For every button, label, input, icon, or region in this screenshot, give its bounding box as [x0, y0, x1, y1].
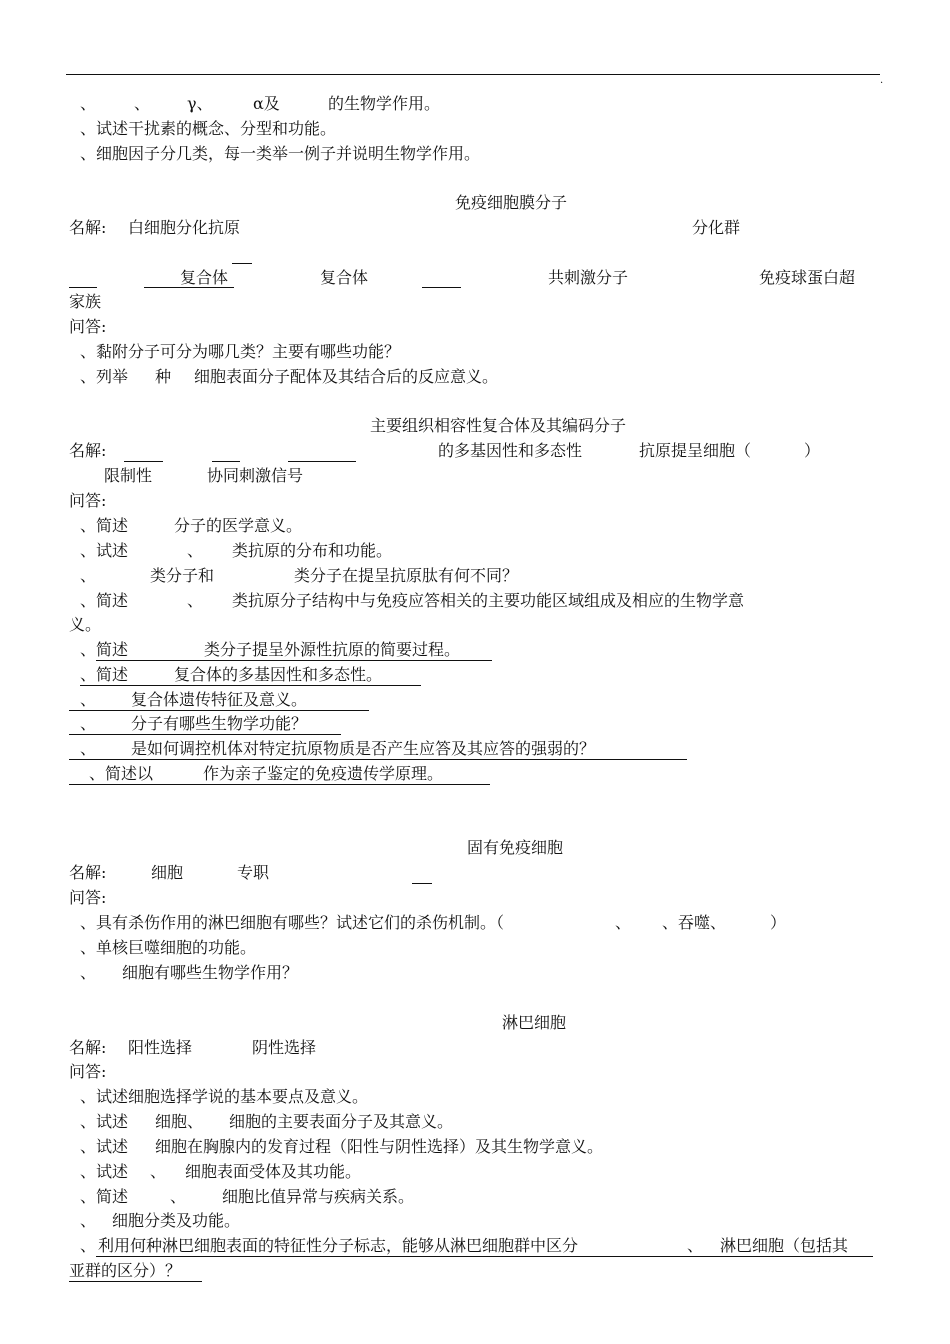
sec1-line1-part4: α及: [253, 94, 280, 113]
sec3-q1b: 分子的医学意义。: [174, 516, 303, 535]
sec4-q1b: 、: [615, 913, 632, 932]
sec5-q5c: 细胞比值异常与疾病关系。: [222, 1187, 415, 1206]
sec3-q3c: 类分子在提呈抗原肽有何不同？: [294, 566, 519, 585]
sec3-q9b: 是如何调控机体对特定抗原物质是否产生应答及其应答的强弱的？: [131, 739, 596, 758]
sec5-q7-cont: 亚群的区分）？: [69, 1261, 182, 1280]
sec2-mingjie-label: 名解:: [69, 218, 107, 237]
blank-line: [69, 287, 97, 288]
sec3-q10a: 、简述以: [89, 764, 154, 783]
sec2-term-5: 共刺激分子: [548, 268, 629, 287]
corner-mark: .: [880, 75, 884, 86]
blank-line: [232, 263, 252, 264]
sec5-q1: 、试述细胞选择学说的基本要点及意义。: [80, 1087, 369, 1106]
sec4-q1c: 、吞噬、: [662, 913, 727, 932]
blank-line: [422, 287, 461, 288]
sec3-term-4: 协同刺激信号: [207, 466, 304, 485]
sec5-q5b: 、: [170, 1187, 187, 1206]
sec3-term-3: 限制性: [104, 466, 153, 485]
sec3-title: 主要组织相容性复合体及其编码分子: [370, 416, 627, 435]
sec3-q2c: 类抗原的分布和功能。: [232, 541, 393, 560]
underline: [69, 734, 341, 735]
sec3-term-2: 抗原提呈细胞（: [639, 441, 752, 460]
sec3-q8a: 、: [80, 714, 97, 733]
sec5-mingjie-label: 名解:: [69, 1038, 107, 1057]
blank-line: [144, 287, 234, 288]
sec3-q6a: 、简述: [80, 665, 129, 684]
sec2-qa-label: 问答:: [69, 317, 107, 336]
sec5-q6a: 、: [80, 1211, 97, 1230]
sec2-question-2a: 、列举: [80, 367, 129, 386]
sec1-line1-part1: 、: [80, 94, 97, 113]
blank-line: [288, 461, 356, 462]
sec2-term-4: 复合体: [320, 268, 369, 287]
sec2-term-3: 复合体: [180, 268, 229, 287]
sec5-qa-label: 问答:: [69, 1062, 107, 1081]
sec2-title: 免疫细胞膜分子: [455, 193, 568, 212]
sec2-term-6-cont: 家族: [69, 292, 102, 311]
sec5-q5a: 、简述: [80, 1187, 129, 1206]
sec3-term-1: 的多基因性和多态性: [438, 441, 583, 460]
sec4-title: 固有免疫细胞: [467, 838, 564, 857]
sec2-question-1: 、黏附分子可分为哪几类？主要有哪些功能？: [80, 342, 401, 361]
sec5-q4b: 、: [150, 1162, 167, 1181]
sec3-q8b: 分子有哪些生物学功能？: [131, 714, 308, 733]
sec4-q2: 、单核巨噬细胞的功能。: [80, 938, 257, 957]
sec2-term-1: 白细胞分化抗原: [128, 218, 241, 237]
sec4-q1a: 、具有杀伤作用的淋巴细胞有哪些？试述它们的杀伤机制。（: [80, 913, 505, 932]
sec4-term-2: 专职: [237, 863, 270, 882]
sec3-q9a: 、: [80, 739, 97, 758]
sec3-q3b: 类分子和: [150, 566, 215, 585]
sec5-q4a: 、试述: [80, 1162, 129, 1181]
sec3-q7b: 复合体遗传特征及意义。: [131, 690, 308, 709]
sec5-title: 淋巴细胞: [502, 1013, 567, 1032]
sec5-q7a: 、: [80, 1236, 97, 1255]
sec3-q5a: 、简述: [80, 640, 129, 659]
sec1-line1-part5: 的生物学作用。: [328, 94, 441, 113]
sec2-term-6: 免疫球蛋白超: [759, 268, 856, 287]
underline: [96, 660, 492, 661]
sec5-term-2: 阴性选择: [252, 1038, 317, 1057]
sec1-line2: 、试述干扰素的概念、分型和功能。: [80, 119, 337, 138]
sec1-line3: 、细胞因子分几类，每一类举一例子并说明生物学作用。: [80, 144, 481, 163]
underline: [80, 685, 421, 686]
sec3-q4a: 、简述: [80, 591, 129, 610]
blank-line: [412, 883, 432, 884]
blank-line: [124, 461, 163, 462]
blank-line: [212, 461, 240, 462]
sec5-q2a: 、试述: [80, 1112, 129, 1131]
sec4-q3b: 细胞有哪些生物学作用？: [122, 963, 299, 982]
underline: [96, 1256, 873, 1257]
underline: [69, 759, 687, 760]
sec5-q3b: 细胞在胸腺内的发育过程（阳性与阴性选择）及其生物学意义。: [155, 1137, 604, 1156]
sec5-term-1: 阳性选择: [128, 1038, 193, 1057]
sec1-line1-part3: γ、: [187, 94, 213, 113]
sec3-q10b: 作为亲子鉴定的免疫遗传学原理。: [203, 764, 444, 783]
sec5-q7c: 、: [687, 1236, 704, 1255]
sec5-q7b: 利用何种淋巴细胞表面的特征性分子标志，能够从淋巴细胞群中区分: [98, 1236, 579, 1255]
sec3-q2a: 、试述: [80, 541, 129, 560]
sec3-q1a: 、简述: [80, 516, 129, 535]
sec5-q6b: 细胞分类及功能。: [112, 1211, 241, 1230]
sec3-q4-cont: 义。: [69, 615, 102, 634]
sec5-q7d: 淋巴细胞（包括其: [720, 1236, 849, 1255]
sec4-mingjie-label: 名解:: [69, 863, 107, 882]
sec1-line1-part2: 、: [134, 94, 151, 113]
sec3-term-2-close: ）: [804, 441, 821, 460]
sec4-q3a: 、: [80, 963, 97, 982]
sec2-term-2: 分化群: [692, 218, 741, 237]
sec4-q1d: ）: [770, 913, 787, 932]
sec4-qa-label: 问答:: [69, 888, 107, 907]
sec3-q6b: 复合体的多基因性和多态性。: [174, 665, 383, 684]
sec3-mingjie-label: 名解:: [69, 441, 107, 460]
underline: [69, 1281, 202, 1282]
sec5-q3a: 、试述: [80, 1137, 129, 1156]
underline: [69, 710, 369, 711]
sec5-q2c: 细胞的主要表面分子及其意义。: [229, 1112, 454, 1131]
sec3-q2b: 、: [187, 541, 204, 560]
sec4-term-1: 细胞: [151, 863, 184, 882]
sec2-question-2b: 种: [155, 367, 172, 386]
sec5-q4c: 细胞表面受体及其功能。: [185, 1162, 362, 1181]
sec3-q4b: 、: [187, 591, 204, 610]
sec2-question-2c: 细胞表面分子配体及其结合后的反应意义。: [194, 367, 499, 386]
sec3-qa-label: 问答:: [69, 491, 107, 510]
sec5-q2b: 细胞、: [155, 1112, 204, 1131]
sec3-q4c: 类抗原分子结构中与免疫应答相关的主要功能区域组成及相应的生物学意: [232, 591, 745, 610]
sec3-q3a: 、: [80, 566, 97, 585]
sec3-q5b: 类分子提呈外源性抗原的简要过程。: [204, 640, 461, 659]
header-rule: [66, 74, 880, 75]
sec3-q7a: 、: [80, 690, 97, 709]
underline: [69, 784, 490, 785]
